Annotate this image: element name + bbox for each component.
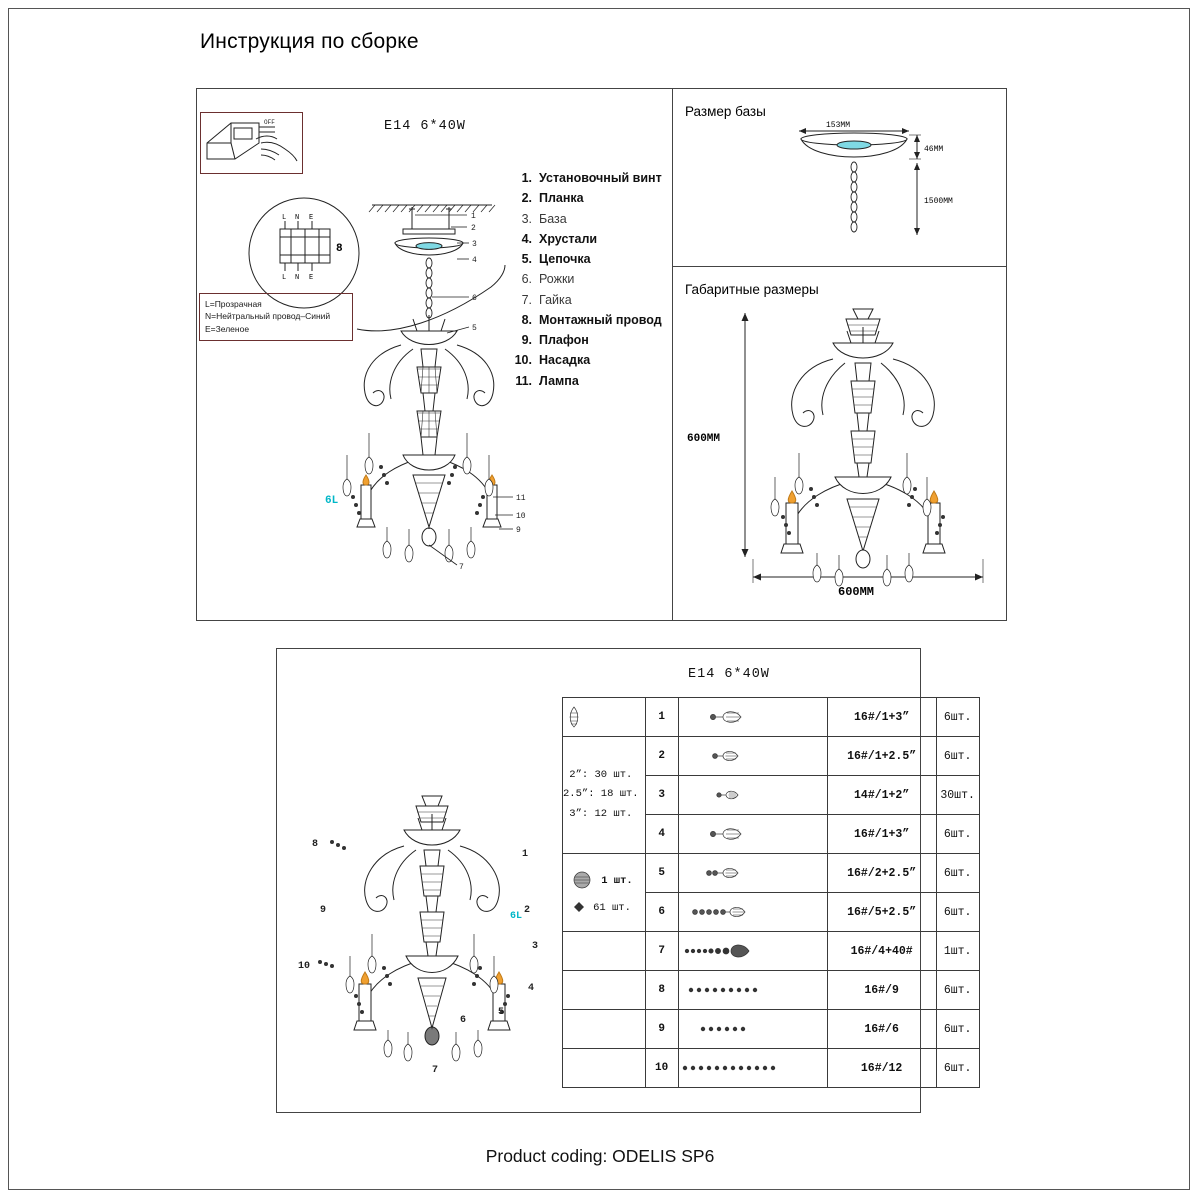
parts-list-label: Монтажный провод	[539, 312, 662, 327]
parts-list-label: Лампа	[539, 373, 579, 388]
crystal-parts-table	[562, 697, 980, 1088]
parts-list	[513, 168, 662, 391]
crystal-code: 16#/4+40#	[827, 932, 936, 971]
crystal-code: 16#/12	[827, 1049, 936, 1088]
overall-dimensions-title: Габаритные размеры	[685, 282, 819, 297]
callout-7: 7	[459, 563, 464, 572]
bottom-callout-9: 9	[320, 905, 327, 916]
base-size-panel	[673, 88, 1007, 267]
overall-width-label: 600MM	[838, 585, 875, 599]
summary-line-5: 61 шт.	[593, 901, 631, 914]
crystal-qty: 6шт.	[936, 971, 979, 1010]
pendant-long2-icon	[679, 822, 789, 846]
row-number: 2	[645, 737, 678, 776]
bottom-callout-10: 10	[298, 961, 311, 972]
summary-line-3: 3”: 12 шт.	[569, 807, 633, 820]
svg-text:L: L	[282, 274, 287, 282]
bottom-cyan-label: 6L	[510, 911, 523, 922]
crystal-qty: 6шт.	[936, 737, 979, 776]
parts-list-item: 8. Монтажный провод	[513, 310, 662, 330]
overall-dimensions-drawing	[683, 301, 1003, 613]
strand-big-icon	[679, 939, 795, 963]
parts-list-item: 5. Цепочка	[513, 249, 662, 269]
bottom-callout-4: 4	[528, 983, 535, 994]
strand-12-icon	[679, 1056, 805, 1080]
crystal-qty: 6шт.	[936, 854, 979, 893]
summary-line-4: 1 шт.	[601, 874, 633, 887]
parts-list-label: Планка	[539, 191, 584, 206]
crystal-icon-cell-empty	[563, 1010, 646, 1049]
parts-list-item: 4. Хрустали	[513, 229, 662, 249]
pendant-two-icon	[679, 861, 789, 885]
crystal-code: 16#/1+3”	[827, 815, 936, 854]
row-number: 7	[645, 932, 678, 971]
parts-list-item: 7. Гайка	[513, 290, 662, 310]
crystal-picture-cell	[678, 932, 827, 971]
row-number: 5	[645, 854, 678, 893]
svg-text:N: N	[295, 274, 300, 282]
pendant-long-icon	[679, 705, 789, 729]
bottom-callout-3: 3	[532, 941, 539, 952]
bottom-callout-1: 1	[522, 849, 529, 860]
summary-line-2: 2.5”: 18 шт.	[563, 788, 639, 801]
crystal-code: 16#/9	[827, 971, 936, 1010]
parts-list-label: Плафон	[539, 333, 589, 347]
lamp-spec-label: E14 6*40W	[384, 119, 466, 134]
parts-list-label: Хрустали	[539, 231, 598, 246]
svg-text:L: L	[282, 214, 287, 222]
pendant-short-icon	[679, 783, 789, 807]
parts-list-label: Установочный винт	[539, 171, 662, 185]
parts-list-item: 10. Насадка	[513, 350, 662, 370]
parts-list-item: 2. Планка	[513, 188, 662, 208]
crystal-picture-cell	[678, 854, 827, 893]
parts-list-label: Рожки	[539, 272, 575, 287]
row-number: 4	[645, 815, 678, 854]
callout-1: 1	[471, 212, 476, 221]
crystal-drop-icon	[563, 704, 585, 730]
bottom-callout-8: 8	[312, 839, 319, 850]
crystal-qty: 6шт.	[936, 1010, 979, 1049]
row-number: 1	[645, 698, 678, 737]
callout-8: 8	[336, 243, 343, 255]
crystal-code: 16#/1+2.5”	[827, 737, 936, 776]
table-row	[563, 698, 980, 737]
chain-length-label: 1500MM	[924, 197, 953, 206]
row-number: 6	[645, 893, 678, 932]
crystal-code: 16#/5+2.5”	[827, 893, 936, 932]
callout-6: 6	[472, 294, 477, 303]
svg-text:E: E	[309, 274, 314, 282]
pendant-med-icon	[679, 744, 789, 768]
base-width-label: 153MM	[826, 121, 851, 130]
callout-3: 3	[472, 240, 477, 249]
callout-4: 4	[472, 256, 477, 265]
parts-list-item: 9. Плафон	[513, 330, 662, 350]
crystal-code: 16#/6	[827, 1010, 936, 1049]
callout-5: 5	[472, 324, 477, 333]
crystal-picture-cell	[678, 815, 827, 854]
bottom-callout-5: 5	[498, 1007, 505, 1018]
callout-9: 9	[516, 526, 521, 535]
crystal-qty: 1шт.	[936, 932, 979, 971]
parts-list-item: 6. Рожки	[513, 269, 662, 289]
parts-list-item: 3. База	[513, 209, 662, 229]
row-number: 10	[645, 1049, 678, 1088]
bottom-callout-2: 2	[524, 905, 531, 916]
crystal-picture-cell	[678, 698, 827, 737]
crystal-icon-cell-empty	[563, 971, 646, 1010]
svg-text:E: E	[309, 214, 314, 222]
crystal-picture-cell	[678, 1049, 827, 1088]
crystal-qty: 6шт.	[936, 815, 979, 854]
crystal-qty: 30шт.	[936, 776, 979, 815]
crystal-qty: 6шт.	[936, 893, 979, 932]
cyan-label-6l: 6L	[325, 495, 339, 507]
crystal-icon-cell-empty	[563, 932, 646, 971]
base-size-drawing	[769, 115, 999, 261]
table-row	[563, 971, 980, 1010]
parts-list-label: Гайка	[539, 292, 572, 307]
row-number: 9	[645, 1010, 678, 1049]
table-row	[563, 932, 980, 971]
crystal-parts-lamp-spec: E14 6*40W	[688, 667, 770, 682]
parts-list-item: 1. Установочный винт	[513, 168, 662, 188]
bottom-callout-6: 6	[460, 1015, 467, 1026]
wire-legend-l: L=Прозрачная	[205, 299, 262, 309]
crystal-picture-cell	[678, 1010, 827, 1049]
row-number: 8	[645, 971, 678, 1010]
callout-10: 10	[516, 512, 526, 521]
crystal-ball-icon	[569, 867, 595, 893]
wire-legend-n: N=Нейтральный провод–Синий	[205, 311, 331, 322]
strand-9-icon	[679, 978, 795, 1002]
crystal-picture-cell	[678, 737, 827, 776]
parts-list-label: Насадка	[539, 353, 591, 368]
svg-text:N: N	[295, 214, 300, 222]
callout-2: 2	[471, 224, 476, 233]
switch-off-label: OFF	[264, 119, 275, 126]
table-row	[563, 1010, 980, 1049]
crystal-bead-icon	[571, 900, 587, 914]
bottom-callout-7: 7	[432, 1065, 439, 1076]
strand-6-icon	[679, 1017, 795, 1041]
crystal-qty: 6шт.	[936, 1049, 979, 1088]
crystal-picture-cell	[678, 971, 827, 1010]
crystal-summary-cell	[563, 737, 646, 854]
parts-list-label: Цепочка	[539, 252, 591, 266]
page-title: Инструкция по сборке	[200, 30, 419, 53]
crystal-summary-cell-2	[563, 854, 646, 932]
summary-line-1: 2”: 30 шт.	[569, 768, 633, 781]
switch-hand-icon	[201, 113, 302, 173]
crystal-code: 16#/2+2.5”	[827, 854, 936, 893]
crystal-icon-cell-empty	[563, 1049, 646, 1088]
table-row	[563, 737, 980, 776]
callout-11: 11	[516, 494, 526, 503]
crystal-callout-drawing	[292, 790, 562, 1090]
row-number: 3	[645, 776, 678, 815]
crystal-picture-cell	[678, 893, 827, 932]
wire-legend-e: E=Зеленое	[205, 323, 250, 334]
strand-beads-icon	[679, 900, 789, 924]
crystal-icon-cell	[563, 698, 646, 737]
crystal-code: 16#/1+3”	[827, 698, 936, 737]
product-coding: Product coding: ODELIS SP6	[485, 1146, 715, 1166]
table-row	[563, 854, 980, 893]
crystal-code: 14#/1+2”	[827, 776, 936, 815]
table-row	[563, 1049, 980, 1088]
crystal-qty: 6шт.	[936, 698, 979, 737]
crystal-picture-cell	[678, 776, 827, 815]
overall-height-label: 600MM	[687, 433, 721, 445]
assembly-diagram-panel	[196, 88, 673, 621]
overall-dimensions-panel	[673, 267, 1007, 621]
switch-inset-box	[200, 112, 303, 174]
base-height-label: 46MM	[924, 145, 944, 154]
base-size-title: Размер базы	[685, 104, 766, 119]
parts-list-item: 11. Лампа	[513, 371, 662, 391]
parts-list-label: База	[539, 211, 567, 226]
